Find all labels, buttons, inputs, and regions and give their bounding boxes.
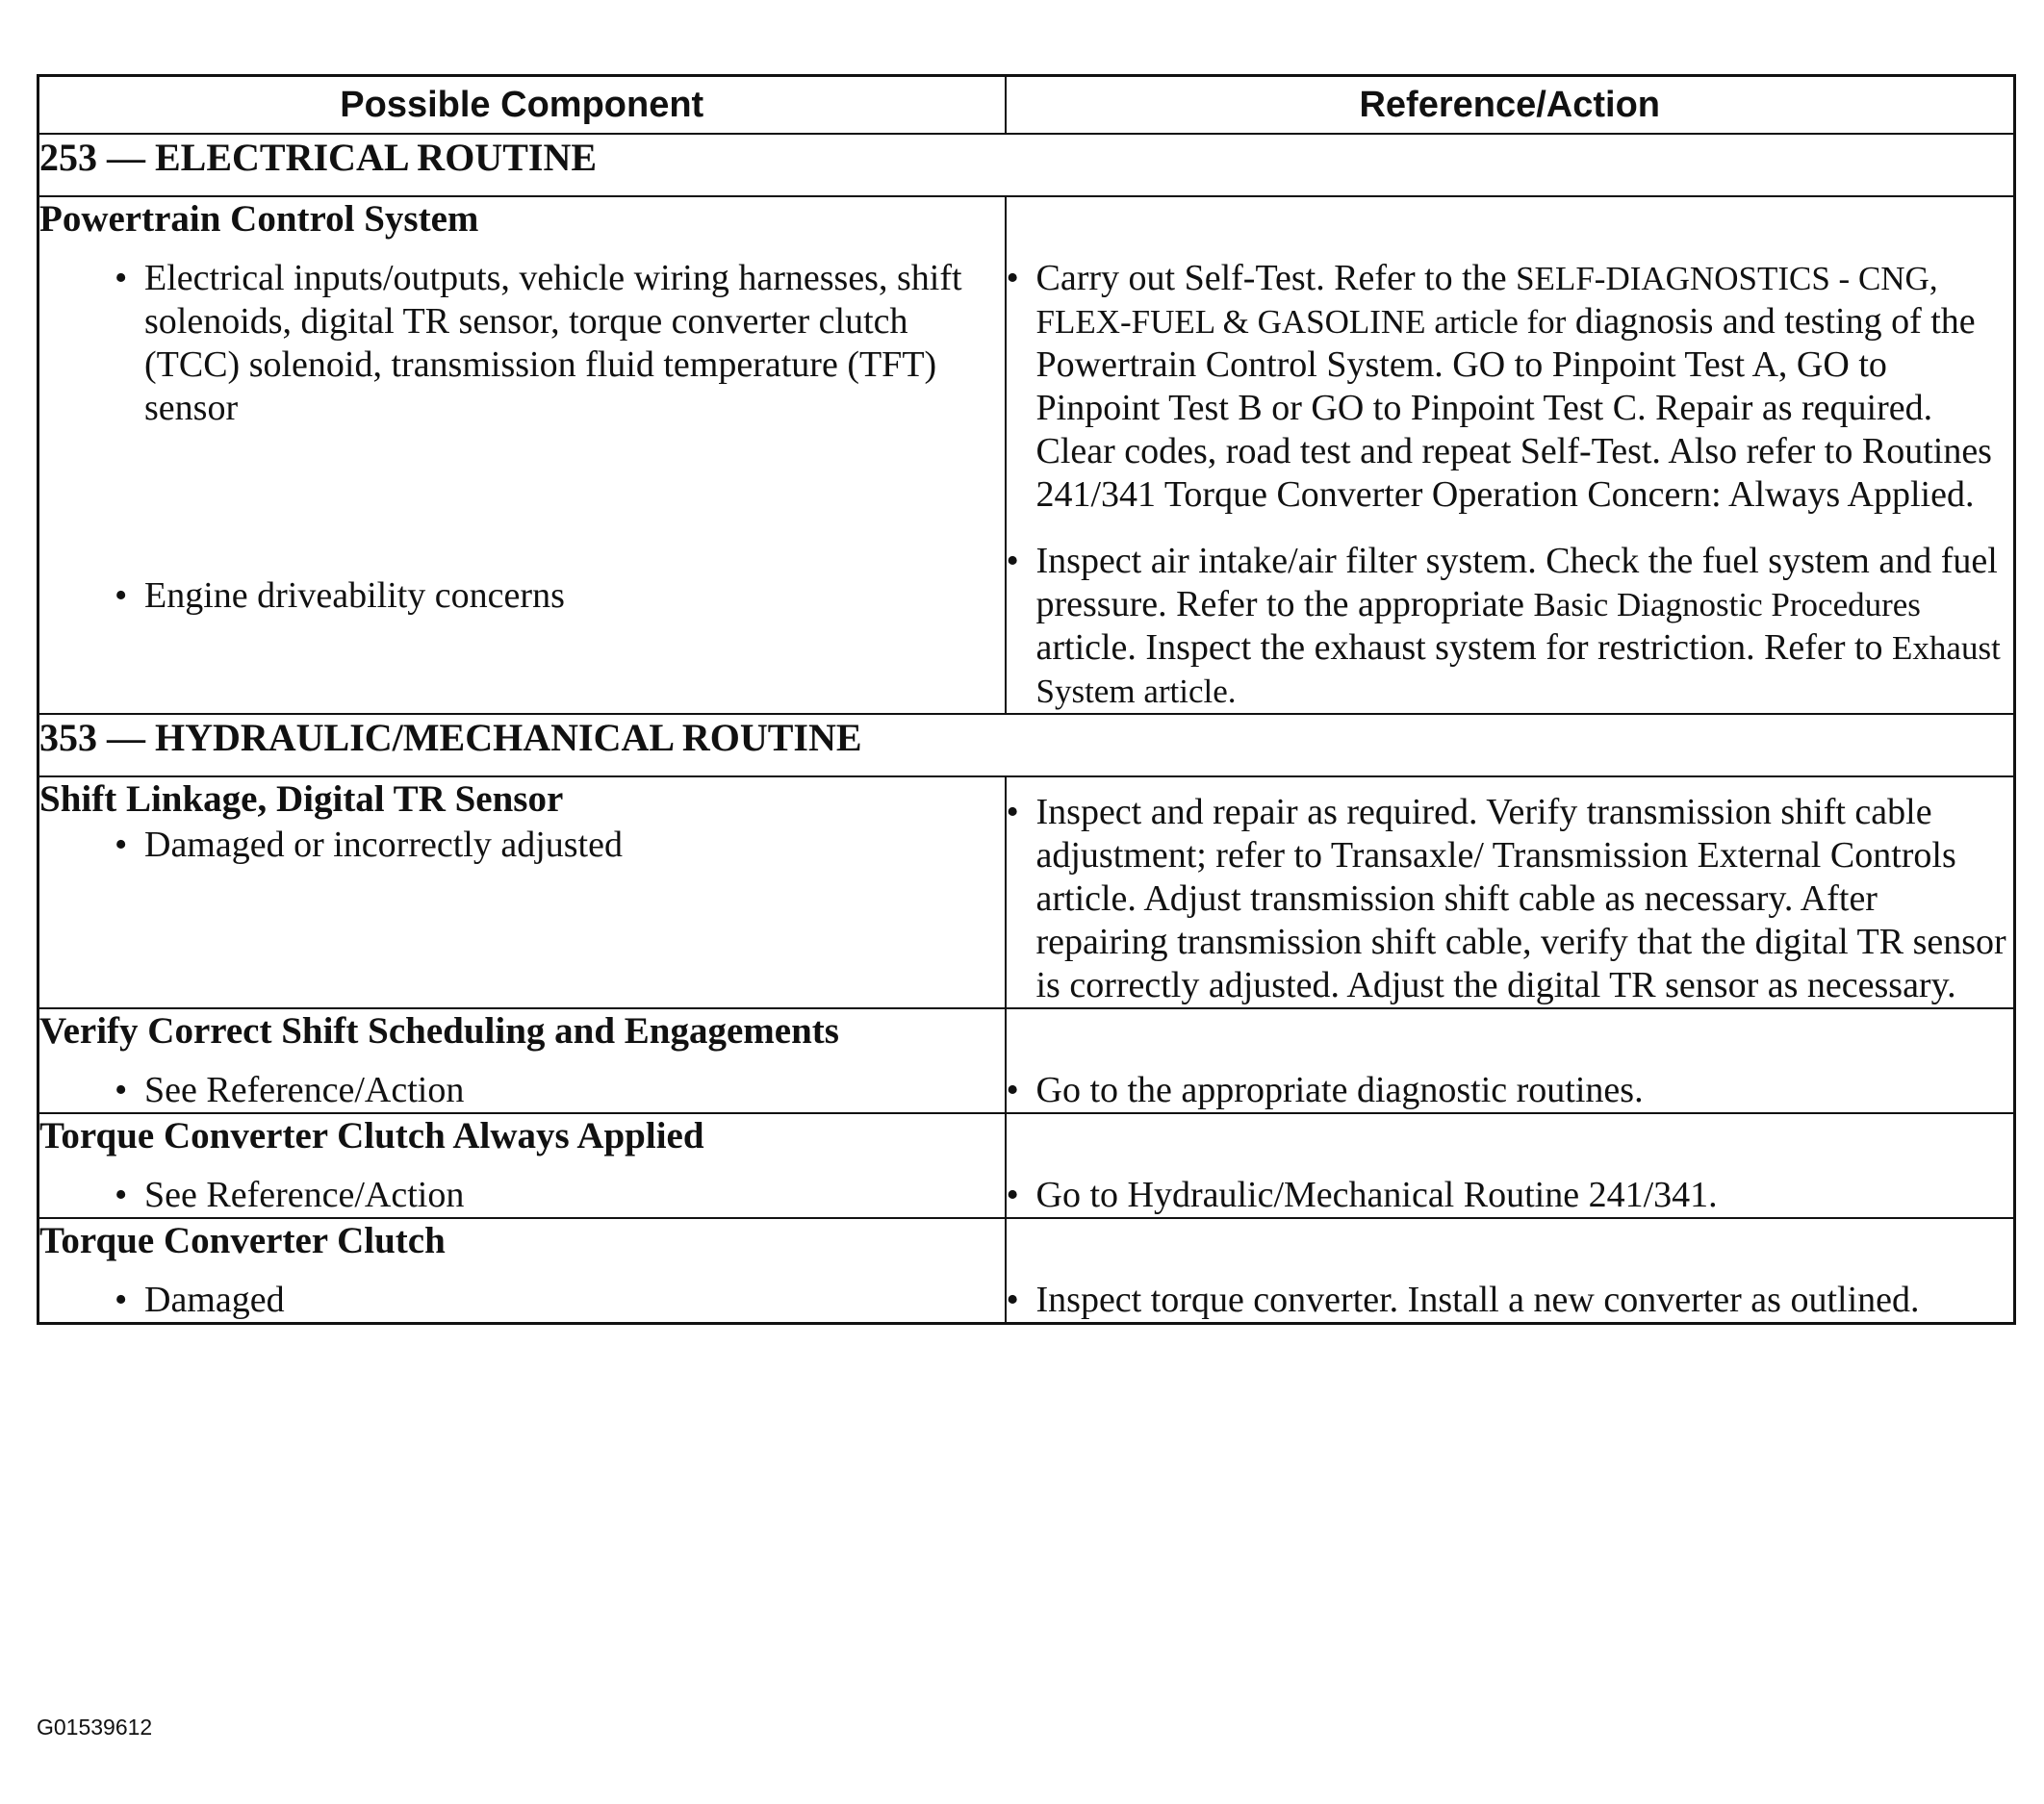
component-title: Torque Converter Clutch	[39, 1220, 446, 1261]
cause-item	[115, 1279, 1005, 1322]
table-row	[38, 1113, 2015, 1218]
bullet-icon: •	[1006, 258, 1019, 298]
cause-text: Damaged	[144, 1280, 285, 1320]
cause-item	[115, 824, 1005, 867]
bullet-icon: •	[1006, 541, 1019, 581]
action-item	[1007, 540, 2014, 713]
bullet-icon: •	[115, 1070, 128, 1110]
cause-text: See Reference/Action	[144, 1070, 465, 1110]
action-cell	[1006, 1218, 2015, 1324]
bullet-icon: •	[115, 1280, 128, 1320]
cause-text: Damaged or incorrectly adjusted	[144, 825, 623, 865]
component-title: Powertrain Control System	[39, 198, 479, 240]
cause-item	[115, 1174, 1005, 1217]
action-text-part: article. Inspect the exhaust system for restriction. Refer to	[1035, 627, 1883, 668]
diagnostic-table	[37, 74, 2016, 1325]
table-header-row	[38, 76, 2015, 135]
table-row	[38, 776, 2015, 1008]
table-row	[38, 196, 2015, 714]
component-cell	[38, 1113, 1006, 1218]
component-cell	[38, 196, 1006, 714]
bullet-icon: •	[1006, 1070, 1019, 1110]
action-text	[1036, 540, 2014, 713]
action-cell	[1006, 196, 2015, 714]
action-item	[1007, 1279, 2014, 1322]
action-text: Inspect and repair as required. Verify transmission shift cable adjustment; refer to Transaxle/ Transmission External Controls article. Adjust transmission shift cable as necessary. After repairing transmission shift cable, verify that the digital TR sensor is correctly adjusted. Adjust the digital TR sensor as necessary.	[1035, 792, 2006, 1005]
action-item	[1007, 257, 2014, 517]
cause-text: Electrical inputs/outputs, vehicle wiring harnesses, shift solenoids, digital TR sensor, torque converter clutch (TCC) solenoid, transmission fluid temperature (TFT) sensor	[144, 258, 962, 428]
column-header-reference-action: Reference/Action	[1006, 76, 2015, 135]
column-header-possible-component: Possible Component	[38, 76, 1006, 135]
action-cell	[1006, 1008, 2015, 1113]
action-text: Go to the appropriate diagnostic routines.	[1035, 1070, 1644, 1110]
component-cell	[38, 1218, 1006, 1324]
article-reference: Exhaust System article.	[1035, 629, 2001, 710]
action-text: Inspect torque converter. Install a new converter as outlined.	[1035, 1280, 1920, 1320]
cause-text: Engine driveability concerns	[144, 575, 565, 616]
action-cell	[1006, 776, 2015, 1008]
table-row	[38, 1218, 2015, 1324]
component-title: Shift Linkage, Digital TR Sensor	[39, 778, 564, 820]
action-text	[1036, 257, 2014, 517]
figure-code: G01539612	[37, 1715, 153, 1740]
article-reference: Basic Diagnostic Procedures	[1533, 586, 1921, 623]
component-title: Verify Correct Shift Scheduling and Engagements	[39, 1010, 839, 1052]
cause-item	[115, 574, 1005, 618]
bullet-icon: •	[1006, 792, 1019, 832]
action-text-part: Carry out Self-Test. Refer to the	[1035, 258, 1507, 298]
table-row	[38, 1008, 2015, 1113]
article-reference: SELF-DIAGNOSTICS - CNG, FLEX-FUEL & GASOLINE article for	[1035, 260, 1938, 341]
cause-item	[115, 257, 1005, 430]
action-cell	[1006, 1113, 2015, 1218]
section-row-hydraulic-mechanical-routine	[38, 714, 2015, 776]
action-item	[1007, 791, 2014, 1007]
bullet-icon: •	[115, 575, 128, 616]
action-item	[1007, 1069, 2014, 1112]
section-title: 353 — HYDRAULIC/MECHANICAL ROUTINE	[38, 714, 2015, 776]
component-cell	[38, 1008, 1006, 1113]
section-row-electrical-routine	[38, 134, 2015, 196]
bullet-icon: •	[115, 258, 128, 298]
bullet-icon: •	[115, 825, 128, 865]
component-title: Torque Converter Clutch Always Applied	[39, 1115, 704, 1156]
action-text-part: diagnosis and testing of the Powertrain Control System. GO to Pinpoint Test A, GO to Pinpoint Test B or GO to Pinpoint Test C. Repair as required. Clear codes, road test and repeat Self-Test. Also refer to Routines 241/341 Torque Converter Operation Concern: Always Applied.	[1035, 301, 1992, 515]
action-text: Go to Hydraulic/Mechanical Routine 241/341.	[1035, 1175, 1718, 1215]
component-cell	[38, 776, 1006, 1008]
bullet-icon: •	[1006, 1175, 1019, 1215]
action-item	[1007, 1174, 2014, 1217]
section-title: 253 — ELECTRICAL ROUTINE	[38, 134, 2015, 196]
bullet-icon: •	[1006, 1280, 1019, 1320]
bullet-icon: •	[115, 1175, 128, 1215]
cause-item	[115, 1069, 1005, 1112]
action-text-part: Inspect air intake/air filter system. Check the fuel system and fuel pressure. Refer to the appropriate	[1035, 541, 1998, 624]
cause-text: See Reference/Action	[144, 1175, 465, 1215]
